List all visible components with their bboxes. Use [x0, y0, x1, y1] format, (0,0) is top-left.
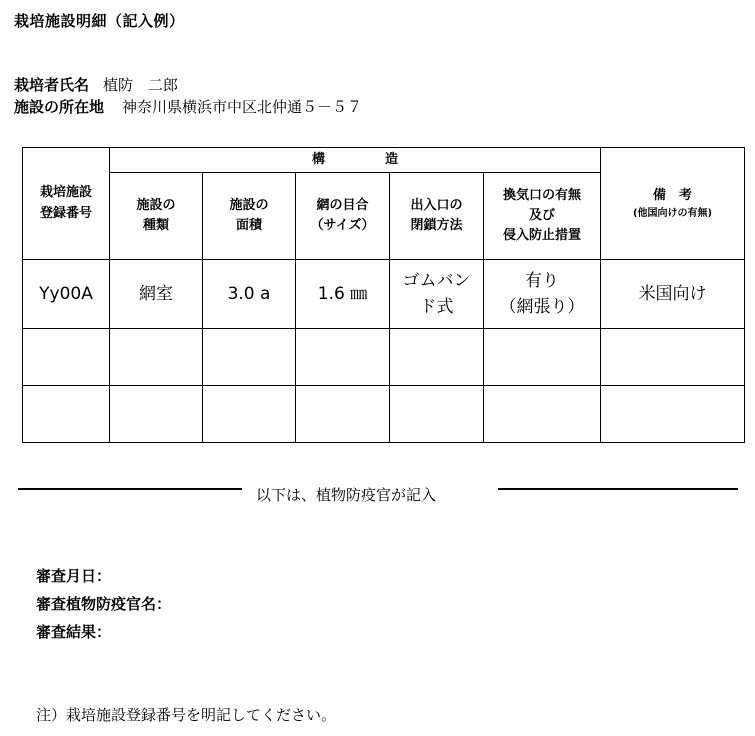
- location-value: 神奈川県横浜市中区北仲通５－５７: [122, 98, 363, 116]
- cell-type: 網室: [110, 260, 203, 329]
- footnote: 注）栽培施設登録番号を明記してください。: [36, 706, 337, 724]
- location-line: [14, 96, 362, 117]
- facility-table: [22, 147, 745, 443]
- cell-reg-no: Yy00A: [23, 260, 110, 329]
- cell-area: 3.0 a: [203, 260, 296, 329]
- grower-line: [14, 74, 178, 95]
- table-row: [23, 386, 745, 443]
- cell-vent: 有り （網張り）: [484, 260, 601, 329]
- review-result-label: 審査結果：: [36, 623, 112, 641]
- header-reg-no: 栽培施設 登録番号: [23, 148, 110, 260]
- grower-label: 栽培者氏名: [14, 76, 90, 94]
- review-date-label: 審査月日：: [36, 567, 112, 585]
- divider-right: [498, 488, 738, 490]
- table-row: [23, 260, 745, 329]
- cell-remarks: 米国向け: [601, 260, 745, 329]
- page-title: 栽培施設明細（記入例）: [14, 12, 185, 30]
- location-label: 施設の所在地: [14, 98, 105, 116]
- cell-closure: ゴムバン ド式: [390, 260, 484, 329]
- header-structure: 構造: [110, 148, 601, 173]
- header-vent: 換気口の有無 及び 侵入防止措置: [484, 173, 601, 260]
- header-type: 施設の 種類: [110, 173, 203, 260]
- grower-name: 植防 二郎: [103, 76, 179, 94]
- header-mesh: 網の目合 （サイズ）: [296, 173, 390, 260]
- header-area: 施設の 面積: [203, 173, 296, 260]
- divider-left: [18, 488, 242, 490]
- review-officer-label: 審査植物防疫官名：: [36, 595, 172, 613]
- header-remarks: 備 考 (他国向けの有無): [601, 148, 745, 260]
- header-closure: 出入口の 閉鎖方法: [390, 173, 484, 260]
- table-row: [23, 329, 745, 386]
- officer-section-label: 以下は、植物防疫官が記入: [256, 486, 437, 504]
- cell-mesh: 1.6 ㎜: [296, 260, 390, 329]
